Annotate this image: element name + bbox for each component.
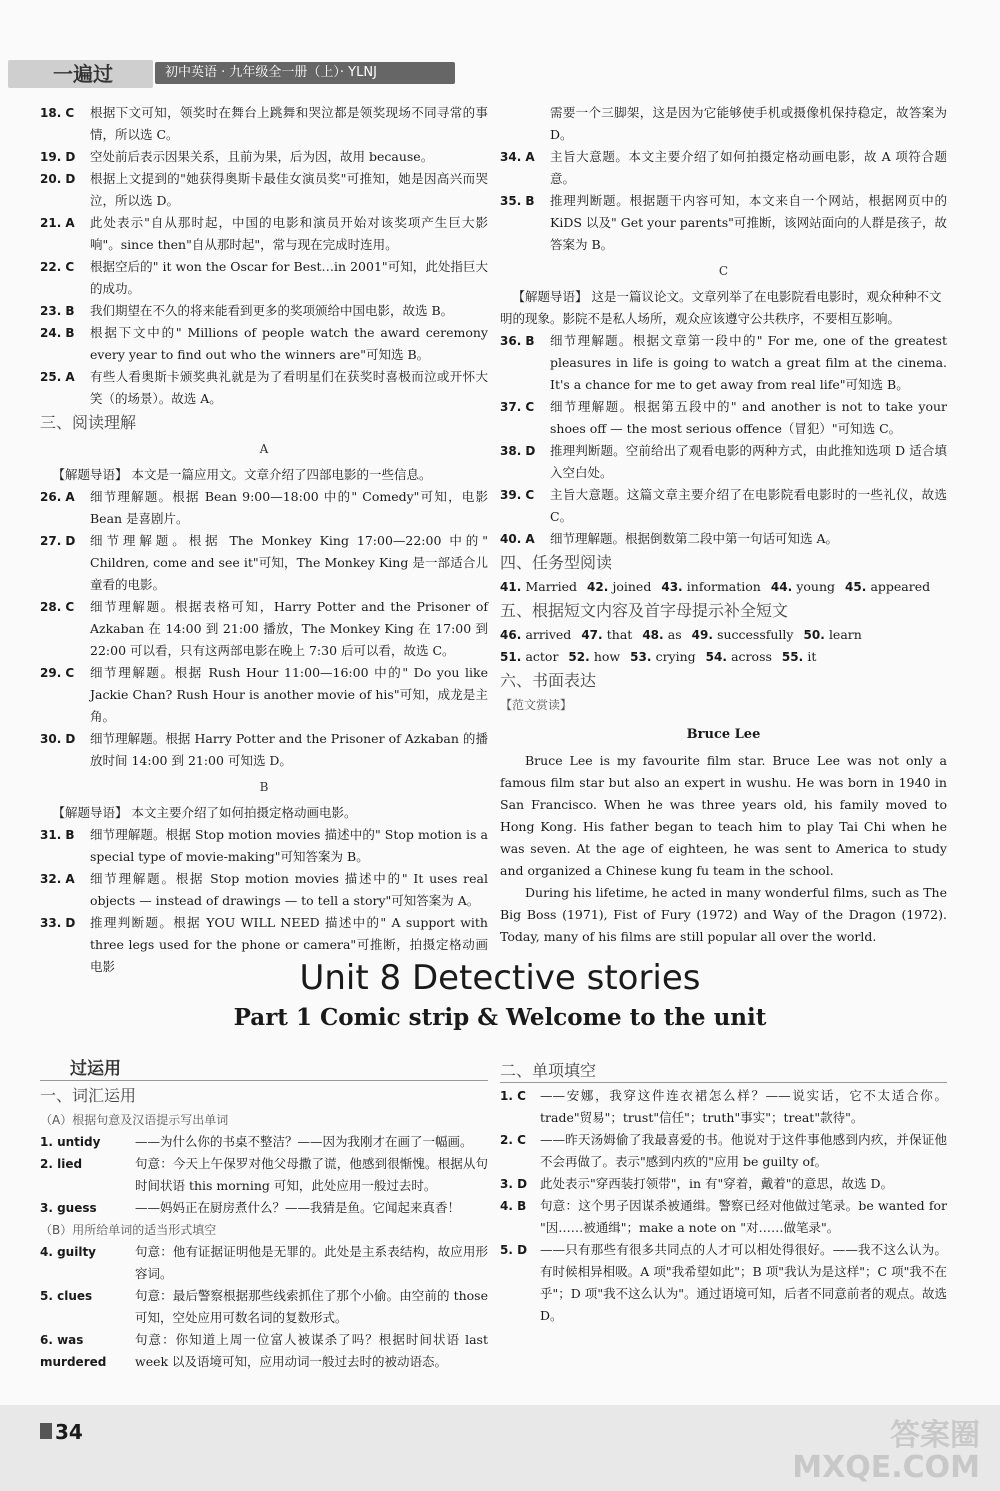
left-column — [40, 102, 488, 978]
short-answer — [845, 576, 930, 598]
answer-item — [40, 868, 488, 912]
answer-item — [40, 212, 488, 256]
answers-26-30 — [40, 486, 488, 772]
answer-item — [40, 146, 488, 168]
answer-item — [40, 168, 488, 212]
answer-explanation: 细节理解题。根据 Rush Hour 11:00—16:00 中的" Do you like Jackie Chan? Rush Hour is another movie of his"可知，成龙是主角。 — [90, 665, 488, 724]
left-column-2 — [40, 1058, 488, 1373]
answer-number: 5. clues — [40, 1289, 93, 1303]
passage-a-note: 【解题导语】 本文是一篇应用文。文章介绍了四部电影的一些信息。 — [52, 467, 432, 482]
answer-item — [40, 596, 488, 662]
answer-explanation: 细节理解题。根据第五段中的" and another is not to take your shoes off — the most serious offence（冒犯）"可知选 C。 — [550, 399, 947, 436]
answer-explanation: 细节理解题。根据 The Monkey King 17:00—22:00 中的" Children, come and see it"可知，The Monkey King 是一部适合儿童看的电影。 — [90, 533, 488, 592]
answer-number: 36. B — [500, 334, 535, 348]
passage-c-note: 【解题导语】 这是一篇议论文。文章列举了在电影院看电影时，观众种种不文明的现象。影院不是私人场所，观众应该遵守公共秩序，不要相互影响。 — [500, 289, 942, 326]
answer-number: 22. C — [40, 260, 75, 274]
short-answer-word: it — [807, 649, 817, 664]
watermark — [792, 1420, 980, 1484]
section-writing: 六、书面表达 — [500, 671, 597, 690]
short-answer-number: 48. — [642, 628, 668, 642]
answer-item — [40, 824, 488, 868]
short-answer — [581, 624, 632, 646]
answer-explanation: 根据下文可知，领奖时在舞台上跳舞和哭泣都是领奖现场不同寻常的事情，所以选 C。 — [90, 105, 488, 142]
answer-explanation: 推理判断题。根据题干内容可知，本文来自一个网站，根据网页中的 KiDS 以及" Get your parents"可推断，该网站面向的人群是孩子，故答案为 B。 — [550, 193, 947, 252]
unit-title: Unit 8 Detective stories — [299, 958, 701, 998]
vocab-b-instruction: （B）用所给单词的适当形式填空 — [40, 1223, 217, 1237]
answer-explanation: ——只有那些有很多共同点的人才可以相处得很好。——我不这么认为。有时候相异相吸。A 项"我希望如此"；B 项"我认为是这样"；C 项"我不在乎"；D 项"我不这么认为"。通过语境可知，后者不同意前者的观点。故选 D。 — [540, 1242, 947, 1323]
passage-b-label: B — [259, 780, 269, 794]
answer-explanation: 句意：他有证据证明他是无罪的。此处是主系表结构，故应用形容词。 — [135, 1244, 488, 1281]
answers-41-45 — [500, 576, 947, 598]
passage-c-label: C — [718, 264, 729, 278]
answer-item — [40, 486, 488, 530]
answer-number: 6. was murdered — [40, 1333, 107, 1369]
short-answer-number: 50. — [803, 628, 829, 642]
answer-item — [500, 330, 947, 396]
answer-explanation: 根据空后的" it won the Oscar for Best…in 2001"可知，此处指巨大的成功。 — [90, 259, 488, 296]
passage-a-label: A — [259, 442, 269, 456]
short-answer — [630, 646, 696, 668]
answer-item — [500, 1129, 947, 1173]
short-answer-number: 55. — [781, 650, 808, 664]
answer-item — [40, 1131, 488, 1153]
answer-number: 5. D — [500, 1243, 528, 1257]
short-answer-word: across — [731, 649, 772, 664]
short-answer-word: appeared — [870, 579, 931, 594]
answer-explanation: 细节理解题。根据文章第一段中的" For me, one of the greatest pleasures in life is going to watch a great film at the cinema. It's a chance for me to get away from real life"可知选 B。 — [550, 333, 947, 392]
answer-explanation: ——安娜，我穿这件连衣裙怎么样？——说实话，它不太适合你。trade"贸易"；trust"信任"；truth"事实"；treat"款待"。 — [540, 1088, 947, 1125]
answer-item — [40, 102, 488, 146]
essay-title: Bruce Lee — [686, 727, 761, 742]
answer-number: 2. lied — [40, 1157, 83, 1171]
answer-explanation: 根据上文提到的"她获得奥斯卡最佳女演员奖"可推知，她是因高兴而哭泣，所以选 D。 — [90, 171, 488, 208]
answer-explanation: 主旨大意题。这篇文章主要介绍了在电影院看电影时的一些礼仪，故选 C。 — [550, 487, 947, 524]
answer-item — [500, 484, 947, 528]
answer-item — [40, 1329, 488, 1373]
vocab-a-instruction: （A）根据句意及汉语提示写出单词 — [40, 1113, 229, 1127]
answer-explanation: 我们期望在不久的将来能看到更多的奖项颁给中国电影，故选 B。 — [90, 303, 454, 318]
answer-number: 37. C — [500, 400, 535, 414]
answer-explanation: 此处表示"穿西装打领带"，in 有"穿着，戴着"的意思，故选 D。 — [540, 1176, 894, 1191]
book-title-band: 初中英语 · 九年级全一册（上）· YLNJ — [155, 62, 455, 84]
answer-number: 34. A — [500, 150, 535, 164]
single-choice-answers — [500, 1085, 947, 1327]
answer-explanation: 主旨大意题。本文主要介绍了如何拍摄定格动画电影，故 A 项符合题意。 — [550, 149, 947, 186]
short-answer-word: as — [667, 627, 682, 642]
answer-item — [500, 190, 947, 256]
essay-paragraph-2: During his lifetime, he acted in many wonderful films, such as The Big Boss (1971), Fist of Fury (1972) and Way of the Dragon (1972). Today, many of his films are still popular all over the world. — [500, 885, 947, 944]
short-answer-number: 51. — [500, 650, 526, 664]
answer-explanation: 细节理解题。根据表格可知，Harry Potter and the Prisoner of Azkaban 在 14:00 到 21:00 播放，The Monkey King 在 17:00 到 22:00 可以看，只有这两部电影在晚上 7:30 后可以看，故选 C。 — [90, 599, 488, 658]
short-answer — [782, 646, 816, 668]
answer-number: 35. B — [500, 194, 535, 208]
answer-item — [40, 1197, 488, 1219]
answer-number: 1. untidy — [40, 1135, 101, 1149]
answer-explanation: 推理判断题。空前给出了观看电影的两种方式，由此推知选项 D 适合填入空白处。 — [550, 443, 947, 480]
answer-explanation: 句意：今天上午保罗对他父母撒了谎，他感到很惭愧。根据从句时间状语 this morning 可知，此处应用一般过去时。 — [135, 1156, 488, 1193]
answer-item — [500, 396, 947, 440]
answer-number: 38. D — [500, 444, 536, 458]
short-answer — [692, 624, 794, 646]
section-reading: 三、阅读理解 — [40, 413, 137, 432]
short-answer-number: 43. — [661, 580, 687, 594]
answer-number: 29. C — [40, 666, 75, 680]
answer-number: 1. C — [500, 1089, 526, 1103]
answer-number: 28. C — [40, 600, 75, 614]
answer-item — [500, 1173, 947, 1195]
answer-number: 4. B — [500, 1199, 527, 1213]
short-answer — [661, 576, 761, 598]
answer-item — [40, 300, 488, 322]
page-header — [0, 0, 1000, 95]
answer-number: 23. B — [40, 304, 75, 318]
answer-item — [500, 1085, 947, 1129]
short-answer-number: 45. — [845, 580, 871, 594]
short-answer — [568, 646, 620, 668]
short-answer — [771, 576, 835, 598]
page-number: 34 — [55, 1420, 83, 1444]
short-answer-word: arrived — [525, 627, 572, 642]
answer-explanation: ——妈妈正在厨房煮什么？——我猜是鱼。它闻起来真香！ — [135, 1200, 461, 1215]
vocab-answers-1-3 — [40, 1131, 488, 1219]
answer-explanation: 根据下文中的" Millions of people watch the award ceremony every year to find out who the winners are"可知选 B。 — [90, 325, 488, 362]
answer-explanation: 细节理解题。根据倒数第二段中第一句话可知选 A。 — [550, 531, 839, 546]
answer-item — [500, 1195, 947, 1239]
short-answer-number: 47. — [581, 628, 607, 642]
sample-essay — [500, 724, 947, 948]
short-answer — [804, 624, 862, 646]
short-answer — [706, 646, 772, 668]
answer-item — [500, 528, 947, 550]
short-answer-number: 44. — [770, 580, 797, 594]
answer-item — [40, 530, 488, 596]
part-title: Part 1 Comic strip & Welcome to the unit — [233, 1004, 767, 1031]
right-column-2 — [500, 1058, 947, 1327]
answer-explanation: 此处表示"自从那时起，中国的电影和演员开始对该奖项产生巨大影响"。since then"自从那时起"，常与现在完成时连用。 — [90, 215, 488, 252]
answer-item — [500, 146, 947, 190]
answer-item — [40, 728, 488, 772]
answer-item — [40, 1153, 488, 1197]
short-answer-number: 46. — [500, 628, 526, 642]
answer-explanation: 句意：你知道上周一位富人被谋杀了吗？根据时间状语 last week 以及语境可知，应用动词一般过去时的被动语态。 — [135, 1332, 488, 1369]
short-answer-word: Married — [525, 579, 578, 594]
short-answer — [642, 624, 681, 646]
answer-number: 26. A — [40, 490, 75, 504]
answer-number: 21. A — [40, 216, 75, 230]
short-answer-number: 42. — [587, 580, 613, 594]
watermark-line-2: MXQE.COM — [792, 1450, 980, 1485]
short-answer — [500, 576, 577, 598]
page-number-marker — [40, 1423, 52, 1439]
answer-explanation: 细节理解题。根据 Harry Potter and the Prisoner of Azkaban 的播放时间 14:00 到 21:00 可知选 D。 — [90, 731, 488, 768]
short-answer-word: actor — [525, 649, 559, 664]
answer-number: 32. A — [40, 872, 75, 886]
short-answer — [500, 624, 571, 646]
answer-explanation: 细节理解题。根据 Bean 9:00—18:00 中的" Comedy"可知，电影 Bean 是喜剧片。 — [90, 489, 488, 526]
sample-label: 【范文赏读】 — [500, 698, 573, 712]
answer-explanation: ——昨天汤姆偷了我最喜爱的书。他说对于这件事他感到内疚，并保证他不会再做了。表示"感到内疚的"应用 be guilty of。 — [540, 1132, 947, 1169]
answer-explanation: 推理判断题。根据 YOU WILL NEED 描述中的" A support with three legs used for the phone or camera"可推断，拍摄定格动画电影 — [90, 915, 488, 974]
answer-explanation: 句意：最后警察根据那些线索抓住了那个小偷。由空前的 those 可知，空处应用可数名词的复数形式。 — [135, 1288, 488, 1325]
answer-33-continued: 需要一个三脚架，这是因为它能够使手机或摄像机保持稳定，故答案为 D。 — [550, 105, 947, 142]
short-answer-word: young — [796, 579, 836, 594]
answers-36-40 — [500, 330, 947, 550]
series-logo: 一遍过 — [8, 60, 153, 88]
answer-number: 18. C — [40, 106, 75, 120]
answer-item — [40, 366, 488, 410]
answer-number: 30. D — [40, 732, 76, 746]
short-answer-word: crying — [655, 649, 696, 664]
answer-item — [500, 440, 947, 484]
section-single-choice: 二、单项填空 — [500, 1060, 947, 1083]
answer-number: 25. A — [40, 370, 75, 384]
essay-paragraph-1: Bruce Lee is my favourite film star. Bruce Lee was not only a famous film star but also an expert in wushu. He was born in 1940 in San Francisco. When he was three years old, his family moved to Hong Kong. His father began to teach him to play Tai Chi when he was seven. At the age of eighteen, he was sent to America to study and organized a Chinese kung fu team in the school. — [500, 753, 947, 878]
answer-item — [40, 322, 488, 366]
watermark-line-1: 答案圈 — [890, 1418, 980, 1453]
short-answer-number: 41. — [500, 580, 526, 594]
vocab-answers-4-6 — [40, 1241, 488, 1373]
short-answer-word: that — [606, 627, 633, 642]
answer-number: 24. B — [40, 326, 75, 340]
answer-number: 3. guess — [40, 1201, 97, 1215]
answer-explanation: 句意：这个男子因谋杀被通缉。警察已经对他做过笔录。be wanted for "因……被通缉"；make a note on "对……做笔录"。 — [540, 1198, 947, 1235]
answer-item — [40, 1285, 488, 1329]
answer-number: 20. D — [40, 172, 76, 186]
answer-item — [40, 256, 488, 300]
answer-number: 27. D — [40, 534, 76, 548]
answer-item — [500, 1239, 947, 1327]
answers-51-55 — [500, 646, 947, 668]
answer-number: 40. A — [500, 532, 535, 546]
answer-item — [40, 1241, 488, 1285]
answer-number: 3. D — [500, 1177, 528, 1191]
short-answer-word: how — [593, 649, 621, 664]
section-vocab: 一、词汇运用 — [40, 1086, 137, 1105]
answers-46-50 — [500, 624, 947, 646]
section-cloze: 五、根据短文内容及首字母提示补全短文 — [500, 601, 789, 620]
answer-explanation: ——为什么你的书桌不整洁？——因为我刚才在画了一幅画。 — [135, 1134, 473, 1149]
short-answer-number: 49. — [691, 628, 718, 642]
short-answer-word: information — [686, 579, 761, 594]
answer-item — [40, 662, 488, 728]
short-answer-word: joined — [612, 579, 652, 594]
short-answer-number: 52. — [568, 650, 594, 664]
short-answer-number: 54. — [705, 650, 732, 664]
short-answer-number: 53. — [630, 650, 656, 664]
answer-number: 4. guilty — [40, 1245, 97, 1259]
answers-34-35 — [500, 146, 947, 256]
answers-18-25 — [40, 102, 488, 410]
short-answer — [587, 576, 651, 598]
short-answer-word: learn — [828, 627, 862, 642]
answer-explanation: 有些人看奥斯卡颁奖典礼就是为了看明星们在获奖时喜极而泣或开怀大笑（的场景）。故选 A。 — [90, 369, 488, 406]
answer-explanation: 细节理解题。根据 Stop motion movies 描述中的" Stop motion is a special type of movie-making"可知答案为 B。 — [90, 827, 488, 864]
answer-number: 39. C — [500, 488, 535, 502]
passage-b-note: 【解题导语】 本文主要介绍了如何拍摄定格动画电影。 — [52, 805, 357, 820]
short-answer — [500, 646, 558, 668]
answer-number: 19. D — [40, 150, 76, 164]
section-task-reading: 四、任务型阅读 — [500, 553, 613, 572]
answer-number: 31. B — [40, 828, 75, 842]
right-column — [500, 102, 947, 948]
answer-explanation: 空处前后表示因果关系，且前为果，后为因，故用 because。 — [90, 149, 434, 164]
practice-heading: 过运用 — [40, 1058, 488, 1081]
answer-number: 33. D — [40, 916, 76, 930]
answers-31-33 — [40, 824, 488, 978]
answer-number: 2. C — [500, 1133, 526, 1147]
answer-explanation: 细节理解题。根据 Stop motion movies 描述中的" It uses real objects — instead of drawings — to tell a story"可知答案为 A。 — [90, 871, 488, 908]
short-answer-word: successfully — [717, 627, 794, 642]
